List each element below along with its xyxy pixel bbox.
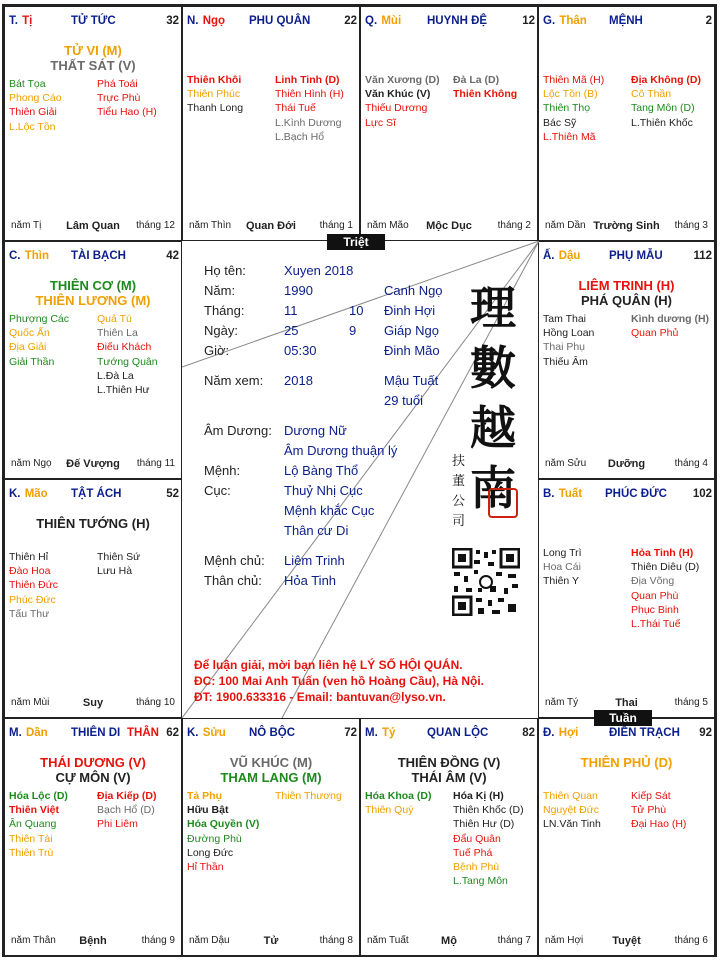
palace-branch: Thân [559,15,587,27]
palace-header [543,250,712,262]
palace-stem: K. [187,727,202,739]
minor-stars-right [631,73,701,130]
palace-header [365,727,535,739]
major-star: THIÊN LƯƠNG (M) [35,293,151,308]
major-star: THÁI ÂM (V) [411,770,487,785]
info-view-can: Mậu Tuất [384,373,439,388]
logo-char-1: 理 [470,281,516,335]
minor-star: Bát Tọa [9,78,46,90]
info-menhchu-label: Mệnh chủ: [204,553,265,568]
palace-age-number: 52 [166,488,179,500]
palace-stem: M. [9,727,25,739]
palace-stem: Q. [365,15,381,27]
palace-cell-dan [4,718,182,956]
minor-star: Thiên Hỉ [9,551,49,563]
footer-stage: Tử [263,935,279,947]
palace-age-number: 72 [344,727,357,739]
palace-footer [189,935,353,949]
logo-char-4: 南 [470,461,516,515]
major-star: PHÁ QUÂN (H) [581,293,672,308]
minor-star: Thiên Mã (H) [543,74,605,86]
minor-star: Thiên Quý [365,804,414,817]
minor-star: L.Đà La [97,369,134,382]
palace-name: ĐIỀN TRẠCH [609,727,680,739]
minor-star: Thiên Tài [9,832,53,845]
info-day: 25 [284,323,299,338]
footer-month: tháng 3 [674,220,708,231]
palace-footer [189,220,353,234]
minor-star: L.Thiên Mã [543,130,596,143]
minor-star: Long Đức [187,846,234,859]
major-star: THIÊN ĐỒNG (V) [397,755,501,770]
info-name-value: Xuyen 2018 [284,263,354,278]
minor-star: Văn Xương (D) [365,74,440,86]
footer-month: tháng 8 [319,935,353,946]
minor-star: Thiên Thương [275,790,342,802]
contact-line-2: ĐC: 100 Mai Anh Tuấn (ven hồ Hoàng Cầu), Hà Nội. [194,674,485,688]
footer-stage: Tuyệt [612,935,641,947]
minor-star: Quốc Ấn [9,327,50,340]
palace-stem: G. [543,15,559,27]
seal-stamp [488,488,518,518]
minor-star: Bác Sỹ [543,116,577,129]
minor-star: Hữu Bật [187,804,229,817]
minor-stars-right [631,312,709,340]
minor-star: Long Trì [543,547,582,559]
palace-stem: Đ. [543,727,558,739]
minor-stars-right [631,546,699,631]
minor-stars-left [543,789,601,832]
logo-small-3: 公 [452,494,466,509]
minor-star: LN.Văn Tinh [543,818,601,831]
footer-year: năm Hợi [545,935,584,946]
info-cuc3: Thân cư Di [284,523,349,538]
minor-star: Tam Thai [543,313,586,325]
minor-star: Phá Toái [97,78,138,90]
major-star: THIÊN TƯỚNG (H) [36,516,150,531]
minor-star: Đào Hoa [9,565,51,578]
footer-month: tháng 4 [674,458,708,469]
minor-star: Nguyệt Đức [543,804,600,817]
minor-star: Thiên Hư (D) [453,818,515,831]
major-star: THẤT SÁT (V) [50,58,136,73]
minor-star: Phúc Đức [9,593,56,606]
footer-year: năm Mùi [11,697,50,708]
minor-stars-right [275,73,344,144]
palace-age-number: 42 [166,250,179,262]
palace-name: NÔ BỘC [249,727,295,739]
palace-name: TÀI BẠCH [71,250,126,262]
footer-stage: Trường Sinh [593,220,660,232]
major-star: THAM LANG (M) [220,770,322,785]
footer-year: năm Dần [545,220,586,231]
minor-star: Quả Tú [97,313,132,325]
info-year: 1990 [284,283,313,298]
minor-stars-right [275,789,342,803]
info-hour-label: Giờ: [204,343,230,358]
palace-cell-mao [4,479,182,718]
palace-footer [11,458,175,472]
footer-year: năm Mão [367,220,409,231]
minor-star: Hóa Quyền (V) [187,818,260,831]
palace-age-number: 12 [522,15,535,27]
minor-star: Thái Tuế [275,102,316,115]
major-star: VŨ KHÚC (M) [229,755,313,770]
minor-star: Thiên La [97,327,138,340]
palace-footer [545,220,708,234]
minor-star: Thiếu Dương [365,102,428,115]
minor-star: Điếu Khách [97,341,152,354]
palace-footer [11,697,175,711]
minor-star: Đẩu Quân [453,832,501,845]
palace-branch: Hợi [558,727,579,739]
footer-month: tháng 9 [141,935,175,946]
palace-footer [545,697,708,711]
footer-stage: Đế Vượng [66,458,120,470]
minor-star: L.Lộc Tồn [9,120,56,133]
minor-star: Thanh Long [187,102,244,115]
palace-header [187,727,357,739]
palace-footer [545,458,708,472]
palace-branch: Ngọ [202,15,226,27]
palace-header [365,15,535,27]
minor-star: Tướng Quân [97,355,158,368]
palace-footer [367,935,531,949]
footer-year: năm Dậu [189,935,230,946]
info-month-label: Tháng: [204,303,245,318]
minor-stars-left [543,73,604,144]
minor-stars-right [631,789,686,832]
footer-year: năm Sửu [545,458,587,469]
palace-branch: Sửu [202,727,226,739]
minor-stars-right [453,73,517,101]
minor-star: Ân Quang [9,818,57,831]
footer-stage: Thai [615,697,638,709]
palace-name: PHỤ MẪU [609,250,663,262]
info-thanchu: Hỏa Tinh [284,573,337,588]
minor-star: L.Thái Tuế [631,618,681,631]
minor-stars-left [543,546,582,589]
palace-cell-than [538,6,715,241]
palace-header [9,250,179,262]
palace-name: MỆNH [609,15,643,27]
palace-age-number: 112 [693,250,712,262]
palace-age-number: 82 [522,727,535,739]
palace-branch: Dậu [558,250,581,262]
minor-star: L.Bạch Hổ [275,130,325,143]
minor-star: Phi Liêm [97,818,138,831]
minor-stars-left [365,73,440,130]
palace-stem: Ấ. [543,250,558,262]
minor-star: L.Thiên Hư [97,384,150,397]
minor-star: Hỏa Tinh (H) [631,547,694,559]
minor-star: Đà La (D) [453,74,500,86]
info-hour: 05:30 [284,343,317,358]
footer-year: năm Thìn [189,220,232,231]
palace-age-number: 22 [344,15,357,27]
info-thanchu-label: Thân chủ: [204,573,262,588]
minor-star: Phong Cáo [9,92,62,105]
palace-header [543,15,712,27]
footer-stage: Dưỡng [607,458,646,470]
minor-star: Hỉ Thần [187,861,224,874]
logo-small-1: 扶 [452,454,466,469]
footer-year: năm Tuất [367,935,409,946]
minor-star: Kiếp Sát [631,790,671,802]
info-view-label: Năm xem: [204,373,264,388]
minor-star: Đại Hao (H) [631,818,687,831]
info-cuc-label: Cục: [204,483,231,498]
minor-star: Địa Kiếp (D) [97,790,157,802]
minor-star: L.Thiên Khốc [631,116,693,129]
palace-branch: Tuất [558,488,583,500]
minor-star: Thiên Quan [543,790,598,802]
minor-stars-left [9,77,62,134]
footer-stage: Quan Đới [246,220,296,232]
palace-cell-thin [4,241,182,479]
palace-header [9,15,179,27]
minor-stars-right [453,789,524,888]
palace-header [187,15,357,27]
palace-branch: Tị [22,15,33,27]
palace-name: TỬ TỨC [71,15,116,27]
footer-year: năm Tị [11,220,42,231]
minor-star: Hóa Kị (H) [453,790,504,802]
footer-month: tháng 5 [674,697,708,708]
minor-star: Thiên Sứ [97,551,141,563]
minor-star: Thiên Phúc [187,88,241,101]
palace-name: PHU QUÂN [249,15,311,27]
info-month-lunar: 10 [349,303,364,318]
minor-star: Kình dương (H) [631,313,710,325]
minor-star: Quan Phù [631,589,679,602]
footer-year: năm Tý [545,697,579,708]
minor-star: Thiên Khôi [187,74,242,86]
minor-star: Tấu Thư [9,607,50,620]
minor-stars-left [9,312,69,369]
minor-stars-right [97,550,140,578]
palace-stem: T. [9,15,22,27]
minor-stars-right [97,312,158,397]
minor-star: Tả Phụ [187,790,223,802]
minor-star: Hồng Loan [543,327,595,340]
minor-stars-right [97,77,157,120]
palace-header [9,727,179,739]
info-hour-can: Đinh Mão [384,343,440,358]
minor-star: Bạch Hổ (D) [97,804,155,817]
palace-footer [11,935,175,949]
palace-header [543,488,712,500]
triet-tag: Triệt [327,234,385,250]
info-month-can: Đinh Hợi [384,303,436,318]
minor-stars-left [187,73,243,116]
major-star: THIÊN PHỦ (D) [580,755,673,770]
palace-cell-ngo [182,6,360,241]
info-name: Họ tên: [204,263,246,278]
info-month: 11 [284,303,298,318]
minor-star: Lộc Tồn (B) [543,88,598,101]
major-star: THÁI DƯƠNG (V) [40,755,146,770]
footer-year: năm Ngọ [11,458,52,469]
minor-star: Thiên Y [543,575,579,588]
footer-stage: Bệnh [79,935,107,947]
minor-star: L.Tang Môn [453,875,508,888]
palace-name: PHÚC ĐỨC [605,488,667,500]
palace-footer [545,935,708,949]
minor-star: Địa Võng [631,575,675,588]
info-year-can: Canh Ngọ [384,283,443,298]
minor-star: Tử Phù [631,804,667,817]
minor-star: Quan Phủ [631,327,679,340]
info-age: 29 tuổi [384,393,424,408]
footer-year: năm Thân [11,935,56,946]
minor-star: Cô Thần [631,88,672,101]
palace-header [543,727,712,739]
logo-small-2: 董 [452,474,466,489]
major-star: CỰ MÔN (V) [55,770,131,785]
minor-star: Thiên Khốc (D) [453,804,524,817]
info-day-label: Ngày: [204,323,238,338]
footer-stage: Suy [82,697,104,709]
footer-stage: Mộc Dục [426,220,472,232]
minor-star: Tang Môn (D) [631,102,695,115]
palace-branch: Mão [24,488,48,500]
minor-star: Hóa Khoa (D) [365,790,432,802]
minor-star: Thiên Giải [9,106,57,119]
palace-name: THIÊN DI [71,727,121,739]
minor-star: Thiên Việt [9,804,59,817]
palace-stem: N. [187,15,202,27]
palace-cell-hoi [538,718,715,956]
palace-branch: Thìn [24,250,49,262]
minor-star: Lưu Hà [97,565,133,578]
minor-stars-right [97,789,157,832]
palace-age-number: 92 [699,727,712,739]
minor-star: Thai Phụ [543,341,586,354]
info-amduong-label: Âm Dương: [204,423,272,438]
palace-stem: M. [365,727,381,739]
minor-star: Tiểu Hao (H) [97,106,157,119]
palace-name: TẬT ÁCH [71,488,122,500]
minor-stars-left [9,789,68,860]
qr-code [452,548,520,616]
info-cuc2: Mệnh khắc Cục [284,503,375,518]
palace-footer [11,220,175,234]
palace-cell-tuat [538,479,715,718]
footer-month: tháng 12 [136,220,175,231]
minor-star: Thiên Không [453,88,518,101]
info-day-lunar: 9 [349,323,357,338]
minor-star: Tuế Phá [453,846,493,859]
palace-stem: K. [9,488,24,500]
palace-branch: Dần [25,727,48,739]
major-star: TỬ VI (M) [64,43,122,58]
palace-name: QUAN LỘC [427,727,489,739]
footer-month: tháng 11 [136,458,175,469]
palace-cell-ti [4,6,182,241]
info-menhchu: Liêm Trinh [284,553,345,568]
contact-line-1: Để luận giải, mời bạn liên hệ LÝ SỐ HỘI QUÁN. [194,658,463,672]
palace-age-number: 102 [692,488,712,500]
footer-month: tháng 6 [674,935,708,946]
minor-star: Thiên Thọ [543,102,591,115]
logo-char-2: 數 [470,341,516,395]
minor-star: Địa Không (D) [631,74,701,86]
info-menh-label: Mệnh: [204,463,241,478]
minor-star: Bệnh Phù [453,861,500,874]
minor-star: Đường Phù [187,832,242,845]
footer-stage: Lâm Quan [66,220,120,232]
tuan-tag: Tuần [594,710,652,726]
palace-header [9,488,179,500]
info-amduong: Dương Nữ [284,423,347,438]
minor-star: Thiên Đức [9,579,59,592]
minor-star: Văn Khúc (V) [365,88,431,101]
palace-branch: Tý [381,727,396,739]
footer-stage: Mộ [441,935,457,947]
minor-star: Địa Giải [9,341,47,354]
minor-star: Lực Sĩ [365,116,396,129]
logo-small-4: 司 [452,514,466,529]
minor-star: Linh Tinh (D) [275,74,340,86]
logo-char-3: 越 [470,401,516,455]
palace-age-number: 32 [166,15,179,27]
minor-star: Giải Thần [9,355,55,368]
info-cuc: Thuỷ Nhị Cục [284,483,363,498]
palace-cell-ty [360,718,538,956]
minor-star: Thiên Hình (H) [275,88,344,101]
minor-star: Thiên Trù [9,846,54,859]
minor-stars-left [365,789,432,817]
palace-stem: B. [543,488,558,500]
info-year-label: Năm: [204,283,236,298]
minor-star: L.Kình Dương [275,116,342,129]
major-star: LIÊM TRINH (H) [578,278,675,293]
minor-stars-left [9,550,58,621]
minor-star: Hóa Lộc (D) [9,790,68,802]
palace-age-number: 2 [705,15,712,27]
minor-star: Thiếu Âm [543,355,588,368]
info-menh: Lộ Bàng Thổ [284,463,359,478]
contact-line-3: ĐT: 1900.633316 - Email: bantuvan@lyso.vn. [194,690,446,704]
info-day-can: Giáp Ngọ [384,323,439,338]
minor-stars-left [187,789,259,874]
than-marker: THÂN [127,727,159,739]
palace-cell-suu [182,718,360,956]
palace-name: HUYNH ĐỆ [427,15,488,27]
palace-stem: C. [9,250,24,262]
minor-star: Trực Phù [97,92,141,105]
minor-stars-left [543,312,594,369]
footer-month: tháng 2 [497,220,531,231]
minor-star: Hoa Cái [543,561,581,574]
major-star: THIÊN CƠ (M) [49,278,137,293]
footer-month: tháng 10 [136,697,175,708]
info-amduong2: Âm Dương thuận lý [284,443,398,458]
palace-cell-mui [360,6,538,241]
minor-star: Phục Binh [631,603,679,616]
minor-star: Phượng Các [9,313,70,325]
palace-footer [367,220,531,234]
palace-cell-dau [538,241,715,479]
palace-age-number: 62 [166,727,179,739]
minor-star: Thiên Diêu (D) [631,561,700,574]
footer-month: tháng 1 [319,220,353,231]
palace-branch: Mùi [381,15,402,27]
info-view-year: 2018 [284,373,313,388]
footer-month: tháng 7 [497,935,531,946]
